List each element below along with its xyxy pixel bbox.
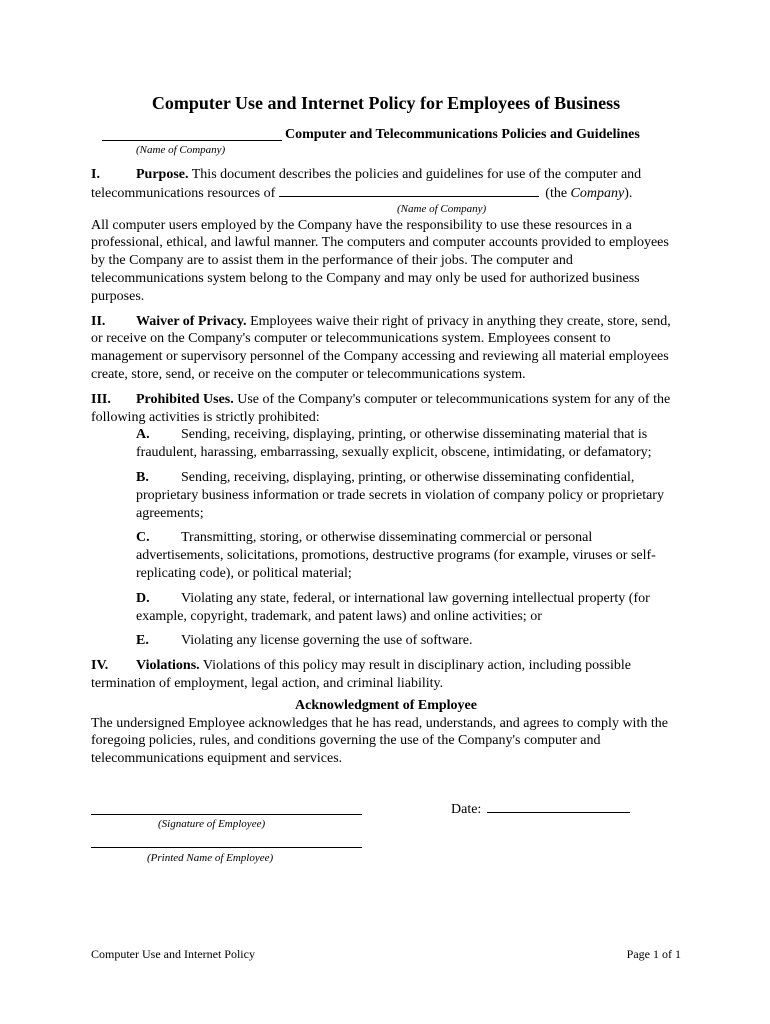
section-number: IV. bbox=[91, 658, 109, 674]
section-text: Use of the Company's computer or telecommunications system for any of the following activities is strictly prohibited: bbox=[91, 391, 671, 425]
section-waiver bbox=[91, 313, 681, 384]
document-body bbox=[91, 92, 681, 890]
list-item-letter: D. bbox=[136, 590, 150, 606]
section-heading: Violations. bbox=[136, 658, 200, 674]
section-number: II. bbox=[91, 313, 106, 329]
list-item-text: Violating any state, federal, or international law governing intellectual property (for example, copyright, trademark, and patent laws) and online activities; or bbox=[136, 590, 650, 624]
date-line[interactable] bbox=[487, 798, 630, 813]
list-item-text: Violating any license governing the use of software. bbox=[181, 633, 473, 649]
list-item-text: Transmitting, storing, or otherwise disseminating commercial or personal advertisements, solicitations, promotions, destructive programs (for example, viruses or self-replicating code), or political material; bbox=[136, 530, 656, 581]
document-subtitle: Computer and Telecommunications Policies and Guidelines bbox=[285, 127, 640, 142]
list-item-letter: B. bbox=[136, 469, 149, 485]
section-heading: Purpose. bbox=[136, 167, 189, 182]
section-number: III. bbox=[91, 391, 111, 407]
employee-signature-line[interactable] bbox=[91, 800, 362, 815]
acknowledgment-heading: Acknowledgment of Employee bbox=[295, 697, 477, 713]
footer-document-name: Computer Use and Internet Policy bbox=[91, 947, 255, 961]
list-item-letter: C. bbox=[136, 530, 150, 546]
date-field bbox=[451, 798, 630, 819]
list-item bbox=[136, 529, 681, 582]
date-label: Date: bbox=[451, 801, 482, 817]
list-item-letter: E. bbox=[136, 633, 149, 649]
signature-caption: (Signature of Employee) bbox=[158, 817, 266, 830]
list-item-letter: A. bbox=[136, 427, 150, 443]
company-ref-italic: Company bbox=[570, 185, 625, 201]
section-text: Employees waive their right of privacy in anything they create, store, send, or receive on the Company's computer or telecommunications system. Employees consent to management or supervisory personnel of the Company accessing and reviewing all material employees create, store, send, or receive on the computer or telecommunications system. bbox=[91, 313, 671, 382]
section-text-continued: All computer users employed by the Company have the responsibility to use these resources in a professional, ethical, and lawful manner. The computers and computer accounts provided to employees by the Company are to assist them in the performance of their jobs. The computer and telecommunications system belong to the Company and may only be used for authorized business purposes. bbox=[91, 217, 669, 304]
section-text: Violations of this policy may result in disciplinary action, including possible termination of employment, legal action, and criminal liability. bbox=[91, 658, 631, 691]
printed-name-caption: (Printed Name of Employee) bbox=[147, 851, 274, 864]
list-item-text: Sending, receiving, displaying, printing, or otherwise disseminating material that is fraudulent, harassing, embarrassing, sexually explicit, obscene, intimidating, or defamatory; bbox=[136, 427, 652, 461]
section-violations bbox=[91, 657, 681, 693]
company-name-blank-inline[interactable] bbox=[279, 184, 539, 197]
company-ref-prefix: (the bbox=[545, 185, 571, 201]
footer-page-number: Page 1 of 1 bbox=[626, 947, 681, 961]
company-ref-suffix: ). bbox=[624, 185, 633, 201]
printed-name-line[interactable] bbox=[91, 833, 362, 848]
list-item-text: Sending, receiving, displaying, printing, or otherwise disseminating confidential, proprietary business information or trade secrets in violation of company policy or proprietary agreements; bbox=[136, 469, 664, 521]
signature-block bbox=[91, 800, 681, 890]
document-title: Computer Use and Internet Policy for Employees of Business bbox=[151, 93, 621, 113]
section-number: I. bbox=[91, 167, 100, 182]
section-purpose bbox=[91, 166, 681, 306]
section-text: This document describes the policies and guidelines for use of the computer and telecommunications resources of bbox=[91, 167, 642, 201]
list-item bbox=[136, 632, 681, 650]
section-heading: Prohibited Uses. bbox=[136, 391, 234, 407]
company-name-caption-inline: (Name of Company) bbox=[397, 202, 487, 215]
company-name-caption: (Name of Company) bbox=[136, 144, 226, 156]
section-prohibited-uses bbox=[91, 391, 681, 427]
prohibited-uses-list bbox=[136, 426, 681, 650]
acknowledgment-text: The undersigned Employee acknowledges that he has read, understands, and agrees to comply with the foregoing policies, rules, and conditions governing the use of the Company's computer and telecommunications equipment and services. bbox=[91, 715, 668, 767]
subtitle-line bbox=[91, 126, 681, 144]
list-item bbox=[136, 469, 681, 522]
list-item bbox=[136, 590, 681, 626]
section-heading: Waiver of Privacy. bbox=[136, 313, 247, 329]
list-item bbox=[136, 426, 681, 462]
company-name-blank[interactable] bbox=[102, 126, 282, 141]
